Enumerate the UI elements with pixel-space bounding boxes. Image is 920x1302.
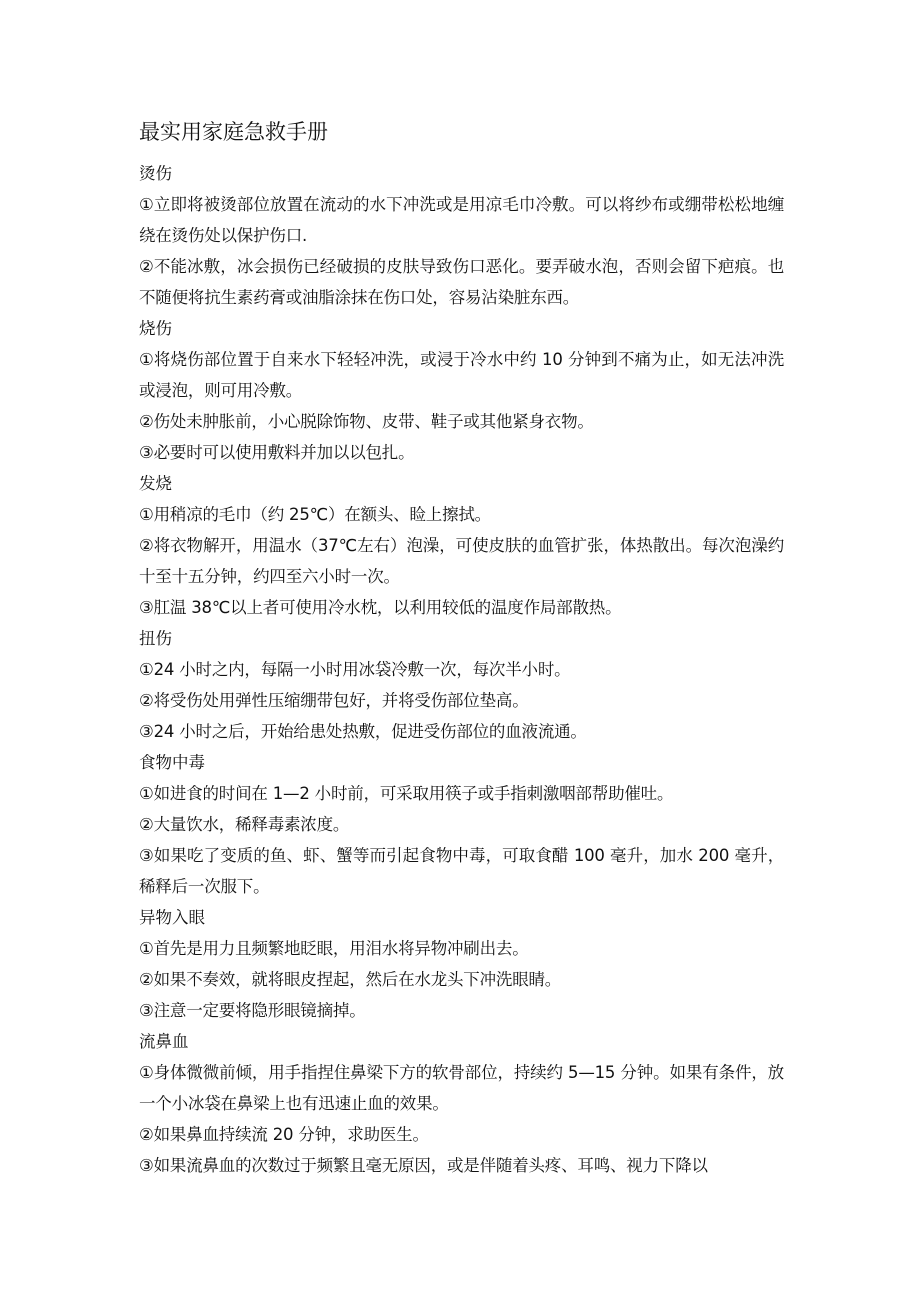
paragraph: ③如果流鼻血的次数过于频繁且毫无原因，或是伴随着头疼、耳鸣、视力下降以 bbox=[139, 1156, 708, 1175]
paragraph: ①身体微微前倾，用手指捏住鼻梁下方的软骨部位，持续约 5—15 分钟。如果有条件，放一个小冰袋在鼻梁上也有迅速止血的效果。 bbox=[139, 1063, 784, 1113]
section-fever bbox=[139, 468, 784, 623]
paragraph: ②将衣物解开，用温水（37℃左右）泡澡，可使皮肤的血管扩张，体热散出。每次泡澡约十至十五分钟，约四至六小时一次。 bbox=[139, 536, 784, 586]
document-title: 最实用家庭急救手册 bbox=[139, 120, 328, 144]
paragraph: ③必要时可以使用敷料并加以以包扎。 bbox=[139, 443, 415, 462]
section-heading: 烧伤 bbox=[139, 319, 172, 338]
section-foreign-body-eye bbox=[139, 902, 784, 1026]
paragraph: ①如进食的时间在 1—2 小时前，可采取用筷子或手指刺激咽部帮助催吐。 bbox=[139, 784, 674, 803]
section-sprain bbox=[139, 623, 784, 747]
document-page bbox=[139, 114, 784, 1181]
paragraph: ③24 小时之后，开始给患处热敷，促进受伤部位的血液流通。 bbox=[139, 722, 587, 741]
section-heading: 异物入眼 bbox=[139, 908, 205, 927]
section-heading: 发烧 bbox=[139, 474, 172, 493]
section-nosebleed bbox=[139, 1026, 784, 1181]
paragraph: ③肛温 38℃以上者可使用冷水枕，以利用较低的温度作局部散热。 bbox=[139, 598, 622, 617]
paragraph: ①用稍凉的毛巾（约 25℃）在额头、睑上擦拭。 bbox=[139, 505, 491, 524]
paragraph: ③如果吃了变质的鱼、虾、蟹等而引起食物中毒，可取食醋 100 毫升，加水 200 毫升，稀释后一次服下。 bbox=[139, 846, 784, 896]
paragraph: ②如果鼻血持续流 20 分钟，求助医生。 bbox=[139, 1125, 429, 1144]
paragraph: ①24 小时之内，每隔一小时用冰袋冷敷一次，每次半小时。 bbox=[139, 660, 571, 679]
paragraph: ②如果不奏效，就将眼皮捏起，然后在水龙头下冲洗眼睛。 bbox=[139, 970, 562, 989]
section-burn bbox=[139, 313, 784, 468]
paragraph: ③注意一定要将隐形眼镜摘掉。 bbox=[139, 1001, 366, 1020]
paragraph: ①将烧伤部位置于自来水下轻轻冲洗，或浸于冷水中约 10 分钟到不痛为止，如无法冲洗或浸泡，则可用冷敷。 bbox=[139, 350, 784, 400]
paragraph: ①立即将被烫部位放置在流动的水下冲洗或是用凉毛巾冷敷。可以将纱布或绷带松松地缠绕在烫伤处以保护伤口. bbox=[139, 195, 784, 245]
section-food-poisoning bbox=[139, 747, 784, 902]
section-heading: 扭伤 bbox=[139, 629, 172, 648]
section-scald bbox=[139, 158, 784, 313]
section-heading: 流鼻血 bbox=[139, 1032, 189, 1051]
paragraph: ①首先是用力且频繁地眨眼，用泪水将异物冲刷出去。 bbox=[139, 939, 529, 958]
section-heading: 食物中毒 bbox=[139, 753, 205, 772]
paragraph: ②大量饮水，稀释毒素浓度。 bbox=[139, 815, 350, 834]
section-heading: 烫伤 bbox=[139, 164, 172, 183]
paragraph: ②伤处未肿胀前，小心脱除饰物、皮带、鞋子或其他紧身衣物。 bbox=[139, 412, 594, 431]
paragraph: ②不能冰敷，冰会损伤已经破损的皮肤导致伤口恶化。要弄破水泡，否则会留下疤痕。也不随便将抗生素药膏或油脂涂抹在伤口处，容易沾染脏东西。 bbox=[139, 257, 784, 307]
paragraph: ②将受伤处用弹性压缩绷带包好，并将受伤部位垫高。 bbox=[139, 691, 529, 710]
